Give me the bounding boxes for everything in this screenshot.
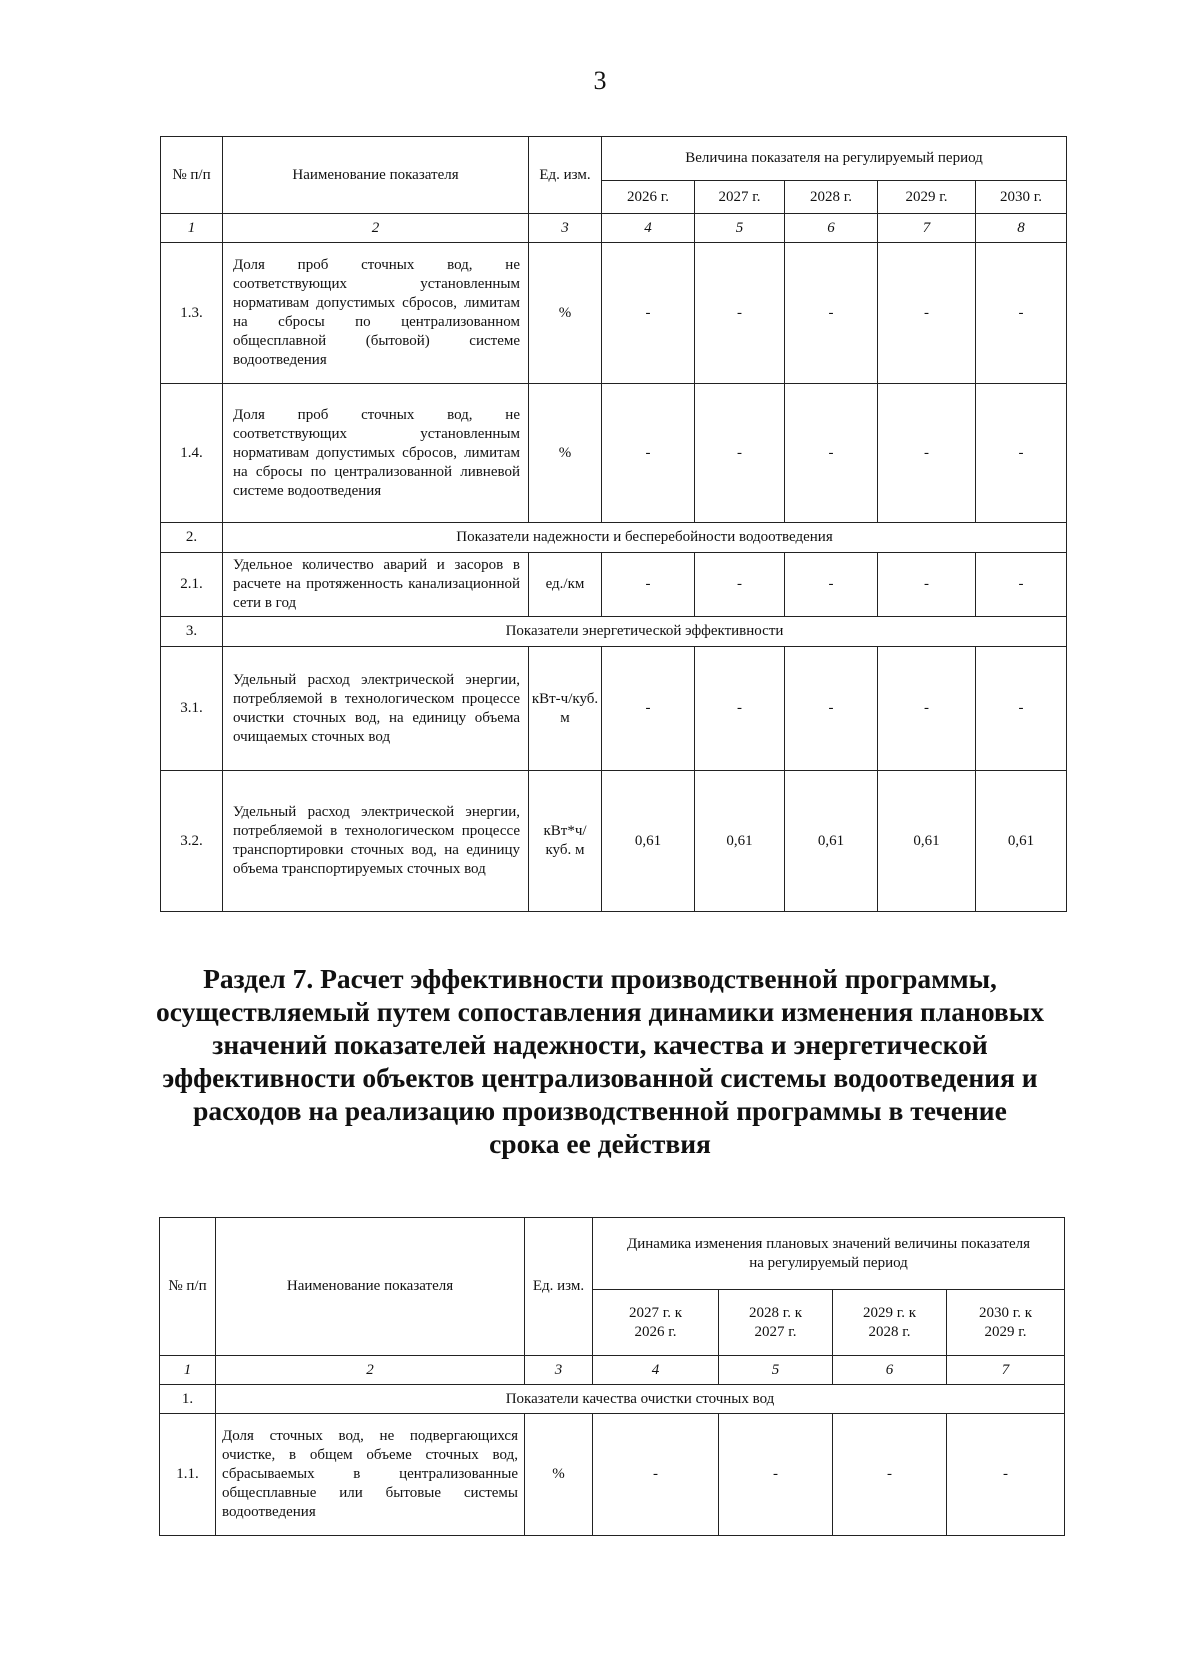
row-num: 1. [160, 1385, 216, 1414]
row-value: - [785, 384, 878, 523]
header-unit: Ед. изм. [529, 137, 602, 214]
section-title: Показатели надежности и бесперебойности водоотведения [223, 523, 1067, 553]
row-unit: % [525, 1414, 593, 1536]
row-value: 0,61 [878, 771, 976, 912]
index-cell: 8 [976, 214, 1067, 243]
index-cell: 1 [161, 214, 223, 243]
row-name: Доля проб сточных вод, не соответствующих установленным нормативам допустимых сбросов, лимитам на сбросы по централизованном общесплавной (бытовой) системе водоотведения [223, 243, 529, 384]
indicators-table [160, 136, 1067, 912]
row-value: - [602, 243, 695, 384]
header-year: 2030 г. [976, 181, 1067, 214]
header-year: 2029 г. [878, 181, 976, 214]
heading-line: значений показателей надежности, качества и энергетической [212, 1029, 988, 1060]
index-cell: 4 [593, 1356, 719, 1385]
header-year: 2028 г. к 2027 г. [719, 1290, 833, 1356]
table-row [161, 243, 1067, 384]
row-value: - [878, 243, 976, 384]
heading-line: расходов на реализацию производственной программы в течение [193, 1095, 1007, 1126]
header-year: 2028 г. [785, 181, 878, 214]
index-cell: 1 [160, 1356, 216, 1385]
row-value: - [785, 553, 878, 617]
index-cell: 7 [947, 1356, 1065, 1385]
row-unit: ед./км [529, 553, 602, 617]
row-value: - [695, 553, 785, 617]
table-row [161, 384, 1067, 523]
header-num: № п/п [160, 1218, 216, 1356]
row-value: - [602, 553, 695, 617]
section-7-heading [130, 962, 1070, 1160]
row-name: Доля проб сточных вод, не соответствующих установленным нормативам допустимых сбросов, лимитам на сбросы по централизованной ливневой системе водоотведения [223, 384, 529, 523]
row-name: Удельный расход электрической энергии, потребляемой в технологическом процессе очистки сточных вод, на единицу объема очищаемых сточных вод [223, 647, 529, 771]
row-unit: кВт-ч/куб. м [529, 647, 602, 771]
row-name: Удельный расход электрической энергии, потребляемой в технологическом процессе транспортировки сточных вод, на единицу объема транспортируемых сточных вод [223, 771, 529, 912]
row-value: - [947, 1414, 1065, 1536]
index-cell: 6 [785, 214, 878, 243]
header-year: 2026 г. [602, 181, 695, 214]
row-value: 0,61 [785, 771, 878, 912]
row-value: - [695, 647, 785, 771]
table-row [160, 1414, 1065, 1536]
heading-line: срока ее действия [489, 1128, 711, 1159]
row-value: 0,61 [602, 771, 695, 912]
row-num: 2.1. [161, 553, 223, 617]
row-num: 1.4. [161, 384, 223, 523]
row-value: - [785, 647, 878, 771]
row-num: 1.3. [161, 243, 223, 384]
row-num: 2. [161, 523, 223, 553]
index-cell: 2 [216, 1356, 525, 1385]
header-num: № п/п [161, 137, 223, 214]
section-title: Показатели качества очистки сточных вод [216, 1385, 1065, 1414]
row-value: - [833, 1414, 947, 1536]
heading-line: эффективности объектов централизованной системы водоотведения и [162, 1062, 1038, 1093]
page-number: 3 [593, 66, 607, 95]
index-cell: 2 [223, 214, 529, 243]
index-cell: 3 [525, 1356, 593, 1385]
row-unit: кВт*ч/ куб. м [529, 771, 602, 912]
row-value: - [976, 384, 1067, 523]
index-cell: 5 [719, 1356, 833, 1385]
header-year: 2029 г. к 2028 г. [833, 1290, 947, 1356]
index-cell: 4 [602, 214, 695, 243]
header-year: 2027 г. к 2026 г. [593, 1290, 719, 1356]
header-year: 2027 г. [695, 181, 785, 214]
row-value: - [878, 553, 976, 617]
row-name: Удельное количество аварий и засоров в расчете на протяженность канализационной сети в год [223, 553, 529, 617]
row-num: 3.2. [161, 771, 223, 912]
row-value: - [695, 243, 785, 384]
index-cell: 5 [695, 214, 785, 243]
heading-line: Раздел 7. Расчет эффективности производственной программы, [203, 963, 997, 994]
section-title: Показатели энергетической эффективности [223, 617, 1067, 647]
row-value: - [785, 243, 878, 384]
index-cell: 7 [878, 214, 976, 243]
row-num: 3.1. [161, 647, 223, 771]
index-cell: 3 [529, 214, 602, 243]
row-value: - [878, 384, 976, 523]
table-row [161, 771, 1067, 912]
row-unit: % [529, 384, 602, 523]
row-num: 3. [161, 617, 223, 647]
header-name: Наименование показателя [223, 137, 529, 214]
row-unit: % [529, 243, 602, 384]
header-unit: Ед. изм. [525, 1218, 593, 1356]
row-value: - [593, 1414, 719, 1536]
table-row [161, 553, 1067, 617]
row-value: - [976, 553, 1067, 617]
row-value: - [878, 647, 976, 771]
efficiency-table [159, 1217, 1065, 1536]
index-cell: 6 [833, 1356, 947, 1385]
header-period: Величина показателя на регулируемый период [602, 137, 1067, 181]
row-value: - [719, 1414, 833, 1536]
section-row [160, 1385, 1065, 1414]
section-row [161, 523, 1067, 553]
row-name: Доля сточных вод, не подвергающихся очистке, в общем объеме сточных вод, сбрасываемых в централизованные общесплавные или бытовые системы водоотведения [216, 1414, 525, 1536]
table-row [161, 647, 1067, 771]
header-period: Динамика изменения плановых значений величины показателя на регулируемый период [593, 1218, 1065, 1290]
row-value: - [976, 243, 1067, 384]
row-value: - [695, 384, 785, 523]
row-value: - [602, 384, 695, 523]
row-num: 1.1. [160, 1414, 216, 1536]
row-value: 0,61 [976, 771, 1067, 912]
row-value: - [976, 647, 1067, 771]
row-value: - [602, 647, 695, 771]
header-year: 2030 г. к 2029 г. [947, 1290, 1065, 1356]
row-value: 0,61 [695, 771, 785, 912]
heading-line: осуществляемый путем сопоставления динамики изменения плановых [155, 996, 1044, 1027]
section-row [161, 617, 1067, 647]
header-name: Наименование показателя [216, 1218, 525, 1356]
